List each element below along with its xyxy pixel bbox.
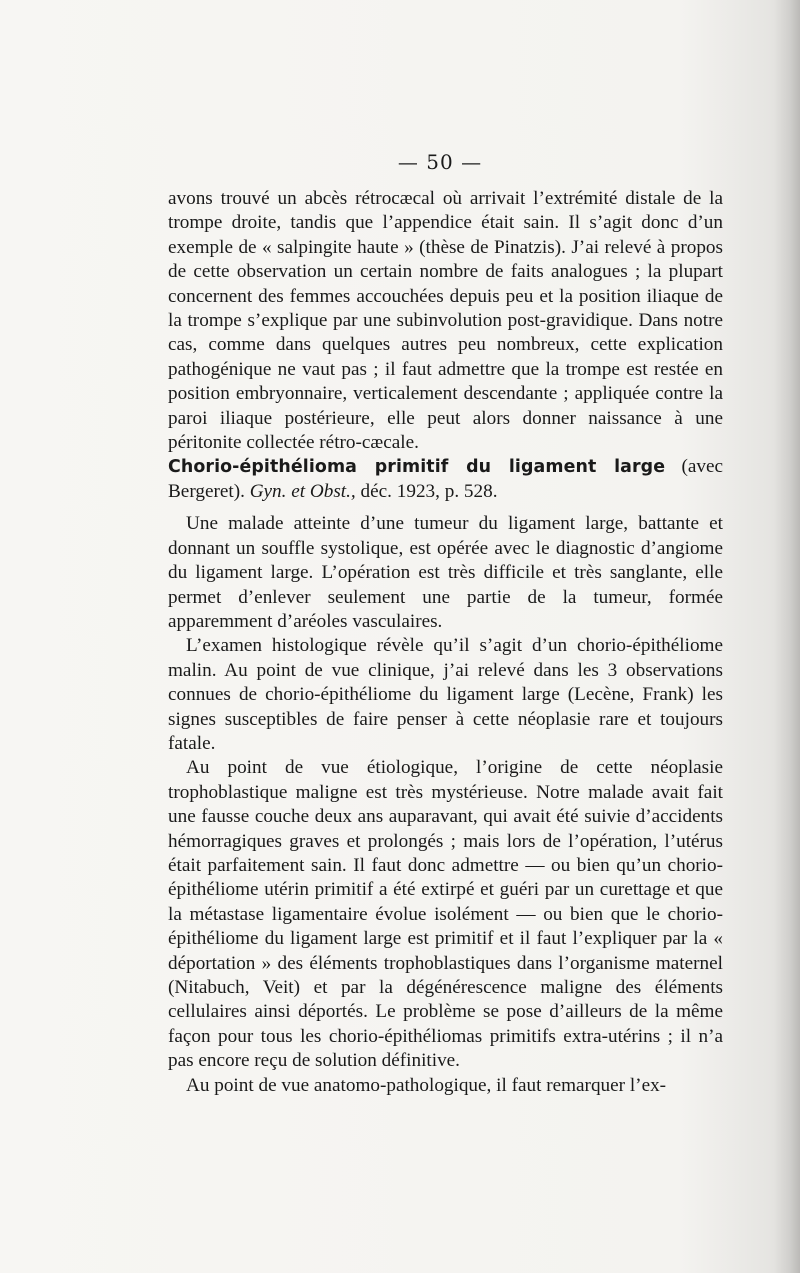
page-number: — 50 — [397, 150, 483, 174]
paragraph-case: Une malade atteinte d’une tumeur du ligament large, battante et donnant un souffle systolique, est opérée avec le diagnostic d’angiome du ligament large. L’opération est très difficile et très sanglante, elle permet d’enlever seulement une partie de la tumeur, formée apparemment d’aréoles vasculaires. [168, 513, 723, 632]
article-citation: déc. 1923, p. 528. [355, 480, 498, 502]
paragraph-salpingite: avons trouvé un abcès rétrocæcal où arrivait l’extrémité distale de la trompe droite, tandis que l’appendice était sain. Il s’agit donc d’un exemple de « salpingite haute » (thèse de Pinatzis). J’ai relevé à propos de cette observation un certain nombre de faits analogues ; la plupart concernent des femmes accouchées depuis peu et la position iliaque de la trompe s’explique par une subinvolution post-gravidique. Dans notre cas, comme dans quelques autres peu nombreux, cette explication pathogénique ne vaut pas ; il faut admettre que la trompe est restée en position embryonnaire, verticalement descendante ; appliquée contre la paroi iliaque postérieure, elle peut alors donner naissance à une péritonite collectée rétro-cæcale. [168, 188, 723, 454]
article-coauthor: (avec Bergeret). [168, 456, 723, 502]
article-title: Chorio-épithélioma primitif du ligament large [168, 457, 666, 478]
article-journal: Gyn. et Obst., [249, 480, 356, 502]
article-heading [168, 455, 723, 504]
paragraph-histology: L’examen histologique révèle qu’il s’agit d’un chorio-épithéliome malin. Au point de vue clinique, j’ai relevé dans les 3 observations connues de chorio-épithéliome du ligament large (Lecène, Frank) les signes susceptibles de faire penser à cette néoplasie rare et toujours fatale. [168, 635, 723, 754]
page-edge-shadow [774, 0, 800, 1273]
page-body [168, 187, 723, 1098]
paragraph-anatomopathology: Au point de vue anatomo-pathologique, il faut remarquer l’ex- [186, 1074, 667, 1096]
paragraph-etiology: Au point de vue étiologique, l’origine de cette néoplasie trophoblastique maligne est très mystérieuse. Notre malade avait fait une fausse couche deux ans auparavant, qui avait été suivie d’accidents hémorragiques graves et prolongés ; mais lors de l’opération, l’utérus était parfaitement sain. Il faut donc admettre — ou bien qu’un chorio-épithéliome utérin primitif a été extirpé et guéri par un curettage et que la métastase ligamentaire évolue isolément — ou bien que le chorio-épithéliome du ligament large est primitif et il faut l’expliquer par la « déportation » des éléments trophoblastiques dans l’organisme maternel (Nitabuch, Veit) et par la dégénérescence maligne des éléments cellulaires ainsi déportés. Le problème se pose d’ailleurs de la même façon pour tous les chorio-épithéliomas primitifs extra-utérins ; il n’a pas encore reçu de solution définitive. [168, 757, 723, 1072]
